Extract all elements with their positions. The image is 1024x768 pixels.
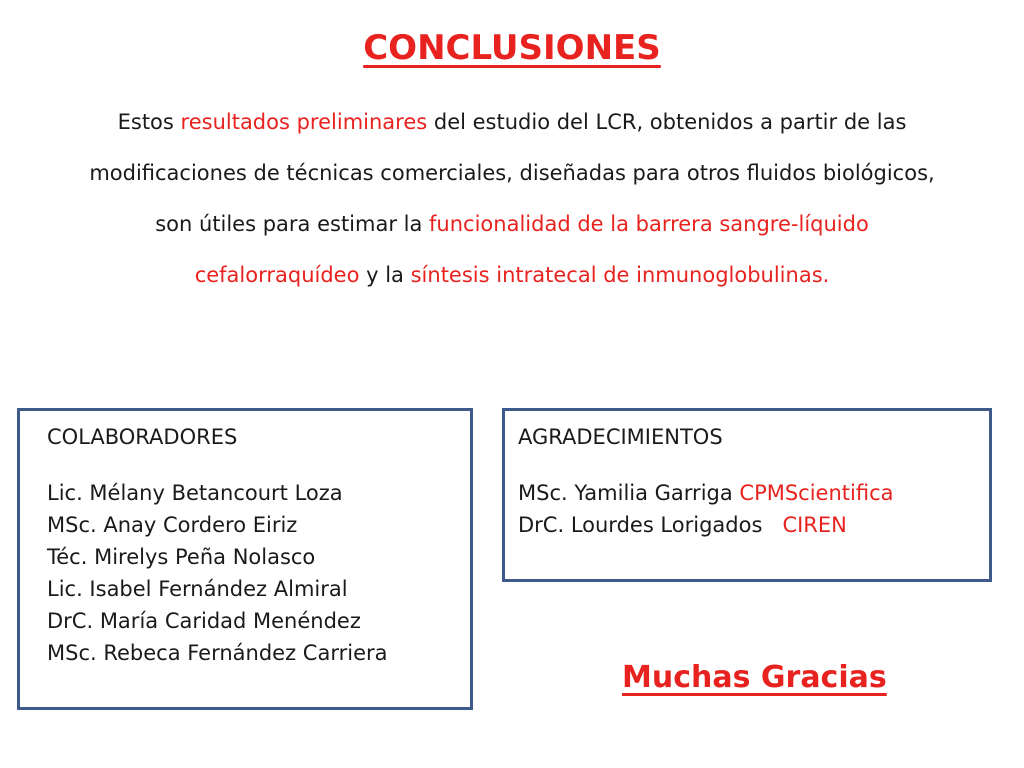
collaborator-item: Lic. Isabel Fernández Almiral [47, 577, 348, 601]
conclusion-paragraph [70, 97, 954, 301]
acknowledgement-name: MSc. Yamilia Garriga [518, 481, 740, 505]
intro-text: Estos [117, 110, 181, 134]
collaborator-item: MSc. Rebeca Fernández Carriera [47, 641, 388, 665]
collaborator-item: MSc. Anay Cordero Eiriz [47, 513, 298, 537]
collaborator-item: Téc. Mirelys Peña Nolasco [47, 545, 316, 569]
intro-highlight: síntesis intratecal de inmunoglobulinas. [410, 263, 830, 287]
acknowledgement-item [518, 509, 989, 541]
thanks-text: Muchas Gracias [622, 660, 887, 695]
collaborators-box [17, 408, 473, 710]
acknowledgement-org: CPMScientifica [739, 481, 894, 505]
acknowledgements-heading: AGRADECIMIENTOS [518, 425, 723, 449]
intro-highlight: resultados preliminares [180, 110, 428, 134]
acknowledgement-org: CIREN [782, 513, 847, 537]
acknowledgement-name: DrC. Lourdes Lorigados [518, 513, 783, 537]
collaborator-item: DrC. María Caridad Menéndez [47, 609, 361, 633]
collaborators-heading: COLABORADORES [47, 425, 238, 449]
intro-highlight: funcionalidad de la barrera sangre-líquido cefalorraquídeo [194, 212, 869, 287]
intro-text: del estudio del LCR, obtenidos a partir de las modificaciones de técnicas comerciales, diseñadas para otros fluidos biológicos, son útiles para estimar la [89, 110, 935, 236]
intro-text: y la [359, 263, 411, 287]
acknowledgements-box [502, 408, 992, 582]
page-title: CONCLUSIONES [363, 28, 661, 68]
collaborator-item: Lic. Mélany Betancourt Loza [47, 481, 343, 505]
acknowledgement-item [518, 477, 989, 509]
